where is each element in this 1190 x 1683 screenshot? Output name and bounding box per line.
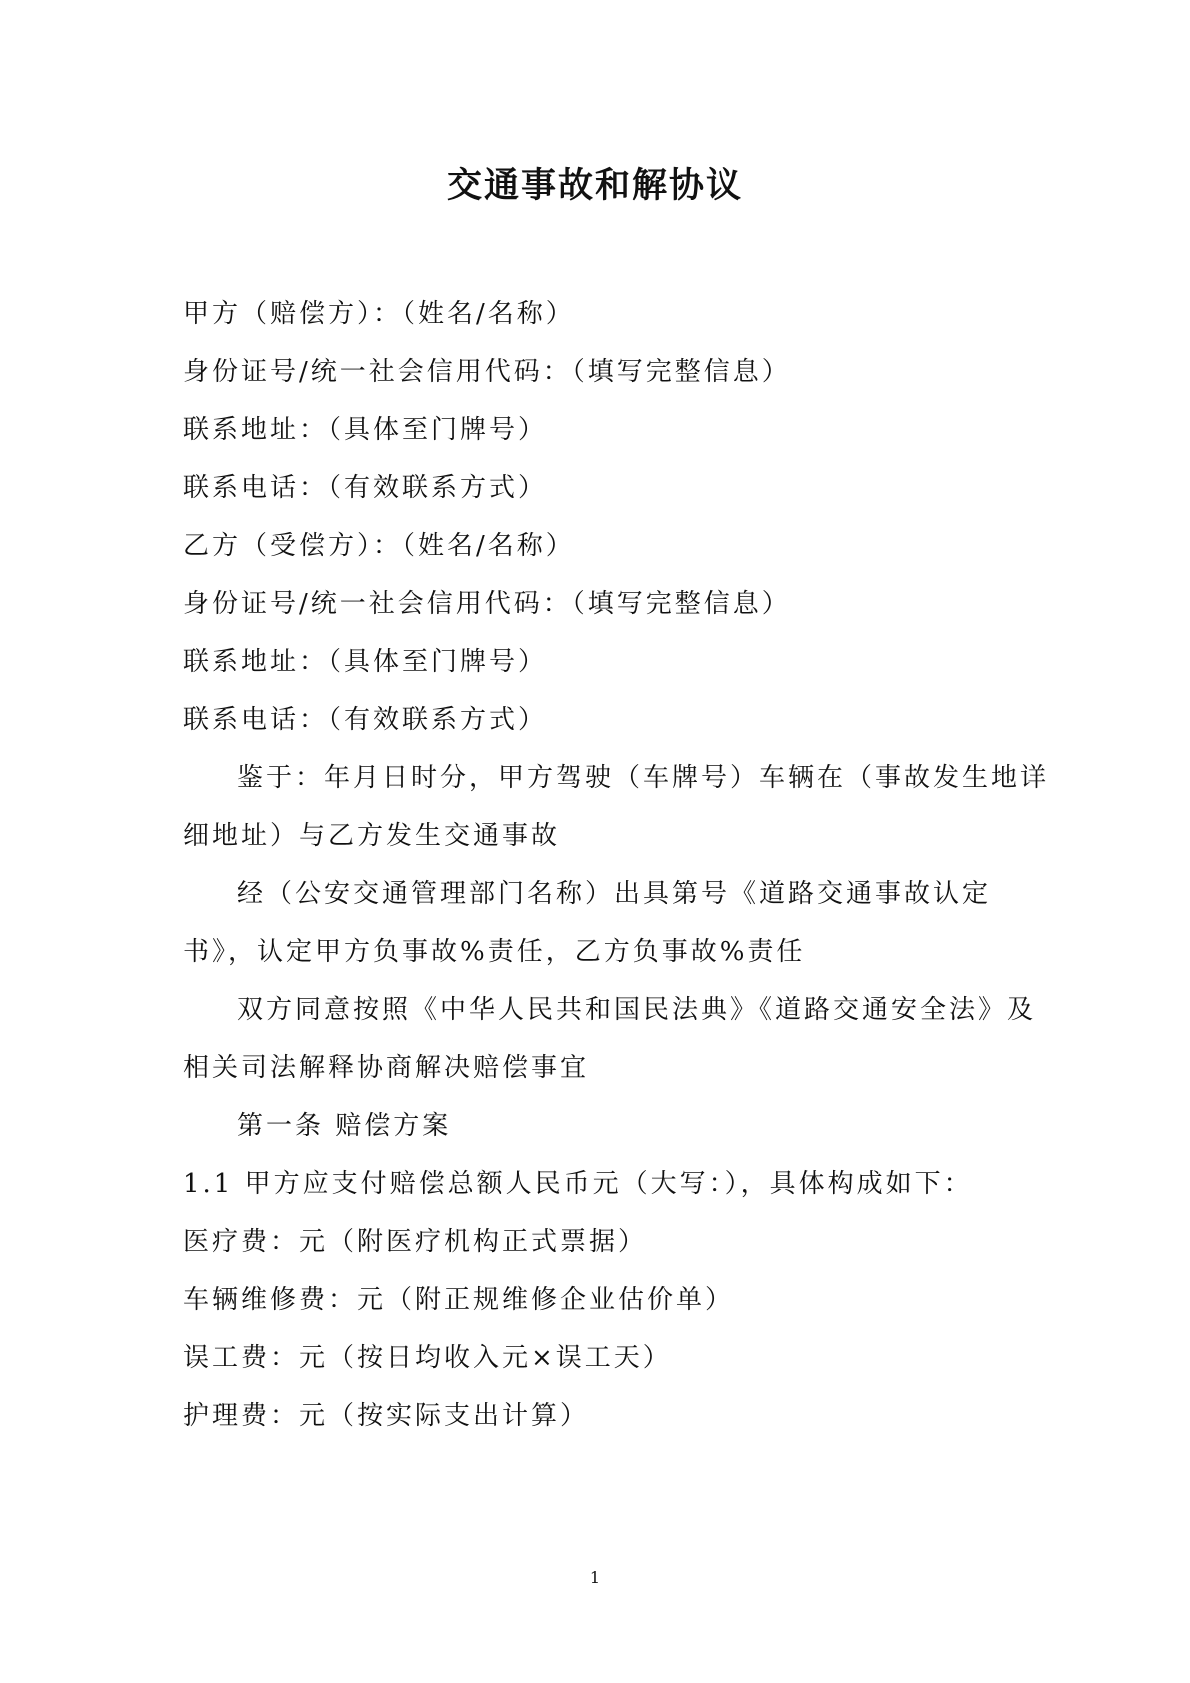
whereas-paragraph-line-1: 鉴于：年月日时分，甲方驾驶（车牌号）车辆在（事故发生地详: [237, 763, 1050, 793]
party-a-id-line: 身份证号/统一社会信用代码：（填写完整信息）: [183, 357, 791, 387]
legal-basis-paragraph-line-1: 双方同意按照《中华人民共和国民法典》《道路交通安全法》及: [237, 995, 1037, 1025]
legal-basis-paragraph-line-2: 相关司法解释协商解决赔偿事宜: [183, 1053, 590, 1083]
vehicle-repair-fee-line: 车辆维修费：元（附正规维修企业估价单）: [183, 1285, 735, 1315]
compensation-total-line: 1.1 甲方应支付赔偿总额人民币元（大写：），具体构成如下：: [183, 1169, 973, 1199]
lost-work-fee-line: 误工费：元（按日均收入元×误工天）: [183, 1343, 672, 1373]
party-b-phone-line: 联系电话：（有效联系方式）: [183, 705, 548, 735]
page-number: 1: [589, 1568, 601, 1587]
article-one-heading: 第一条 赔偿方案: [237, 1111, 452, 1141]
whereas-paragraph-line-2: 细地址）与乙方发生交通事故: [183, 821, 561, 851]
document-title: 交通事故和解协议: [446, 165, 743, 206]
party-b-address-line: 联系地址：（具体至门牌号）: [183, 647, 548, 677]
liability-paragraph-line-2: 书》，认定甲方负事故%责任，乙方负事故%责任: [183, 937, 806, 967]
party-b-name-line: 乙方（受偿方）：（姓名/名称）: [183, 531, 575, 561]
party-a-phone-line: 联系电话：（有效联系方式）: [183, 473, 548, 503]
nursing-fee-line: 护理费：元（按实际支出计算）: [183, 1401, 590, 1431]
party-a-name-line: 甲方（赔偿方）：（姓名/名称）: [183, 299, 575, 329]
party-b-id-line: 身份证号/统一社会信用代码：（填写完整信息）: [183, 589, 791, 619]
liability-paragraph-line-1: 经（公安交通管理部门名称）出具第号《道路交通事故认定: [237, 879, 992, 909]
party-a-address-line: 联系地址：（具体至门牌号）: [183, 415, 548, 445]
medical-fee-line: 医疗费：元（附医疗机构正式票据）: [183, 1227, 648, 1257]
